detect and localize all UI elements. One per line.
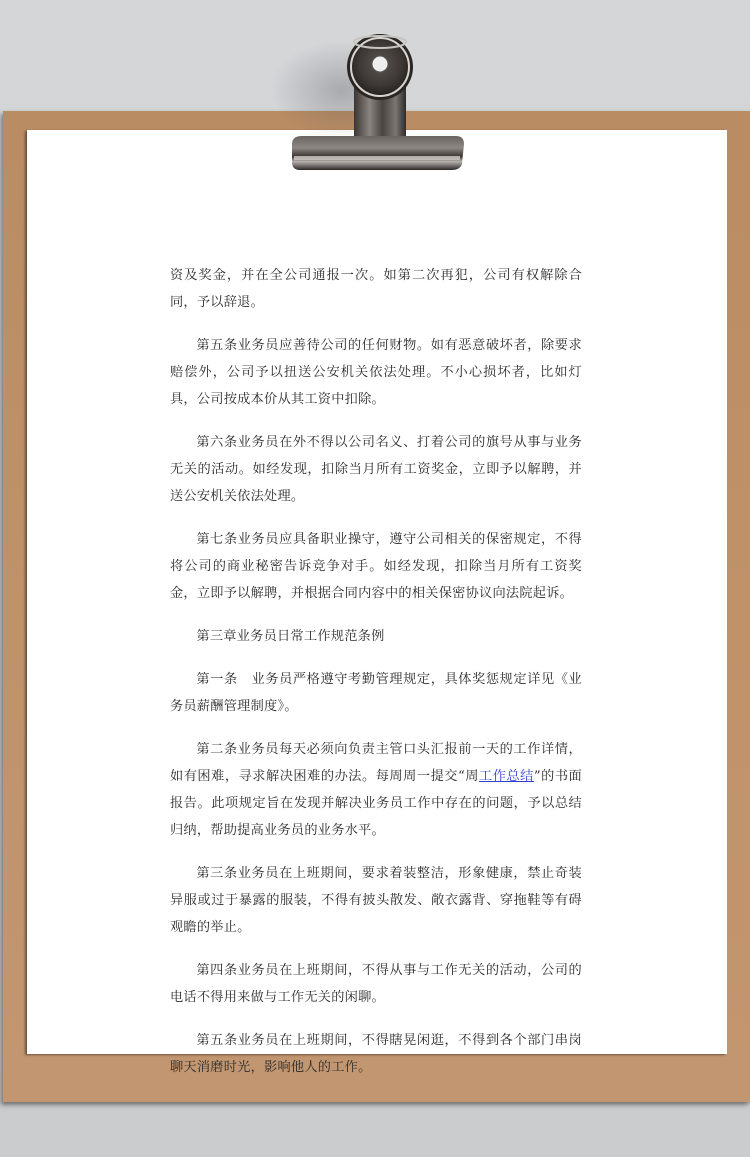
paragraph-text-before-link: 第二条业务员每天必须向负责主管口头汇报前一天的工作详情，如有困难，寻求解决困难的办法。每周周一提交“周 — [170, 742, 582, 784]
work-summary-link[interactable]: 工作总结 — [479, 769, 534, 784]
document-body — [170, 262, 582, 1097]
paragraph-text-after-link: ”的书面报告。此项规定旨在发现并解决业务员工作中存在的问题，予以总结归纳，帮助提高业务员的业务水平。 — [170, 769, 582, 838]
chapter-3-heading: 第三章业务员日常工作规范条例 — [196, 629, 385, 644]
binder-clip-icon — [284, 22, 464, 172]
paragraph-article-6-conduct: 第六条业务员在外不得以公司名义、打着公司的旗号从事与业务无关的活动。如经发现，扣除当月所有工资奖金，立即予以解聘，并送公安机关依法处理。 — [170, 435, 582, 504]
paragraph-continuation: 资及奖金，并在全公司通报一次。如第二次再犯，公司有权解除合同，予以辞退。 — [170, 268, 582, 310]
paragraph-article-4-phone: 第四条业务员在上班期间，不得从事与工作无关的活动，公司的电话不得用来做与工作无关的闲聊。 — [170, 963, 582, 1005]
paragraph-article-7-confidentiality: 第七条业务员应具备职业操守，遵守公司相关的保密规定，不得将公司的商业秘密告诉竞争对手。如经发现，扣除当月所有工资奖金，立即予以解聘，并根据合同内容中的相关保密协议向法院起诉。 — [170, 532, 582, 601]
paragraph-article-1-attendance: 第一条 业务员严格遵守考勤管理规定，具体奖惩规定详见《业务员薪酬管理制度》。 — [170, 672, 582, 714]
paragraph-article-5-loitering: 第五条业务员在上班期间，不得瞎晃闲逛，不得到各个部门串岗聊天消磨时光，影响他人的工作。 — [170, 1033, 582, 1075]
paragraph-article-3-dress: 第三条业务员在上班期间，要求着装整洁，形象健康，禁止奇装异服或过于暴露的服装，不得有披头散发、敞衣露背、穿拖鞋等有碍观瞻的举止。 — [170, 866, 582, 935]
paragraph-article-5-property: 第五条业务员应善待公司的任何财物。如有恶意破坏者，除要求赔偿外，公司予以扭送公安机关依法处理。不小心损坏者，比如灯具，公司按成本价从其工资中扣除。 — [170, 338, 582, 407]
paragraph-article-2-reporting — [170, 736, 582, 844]
